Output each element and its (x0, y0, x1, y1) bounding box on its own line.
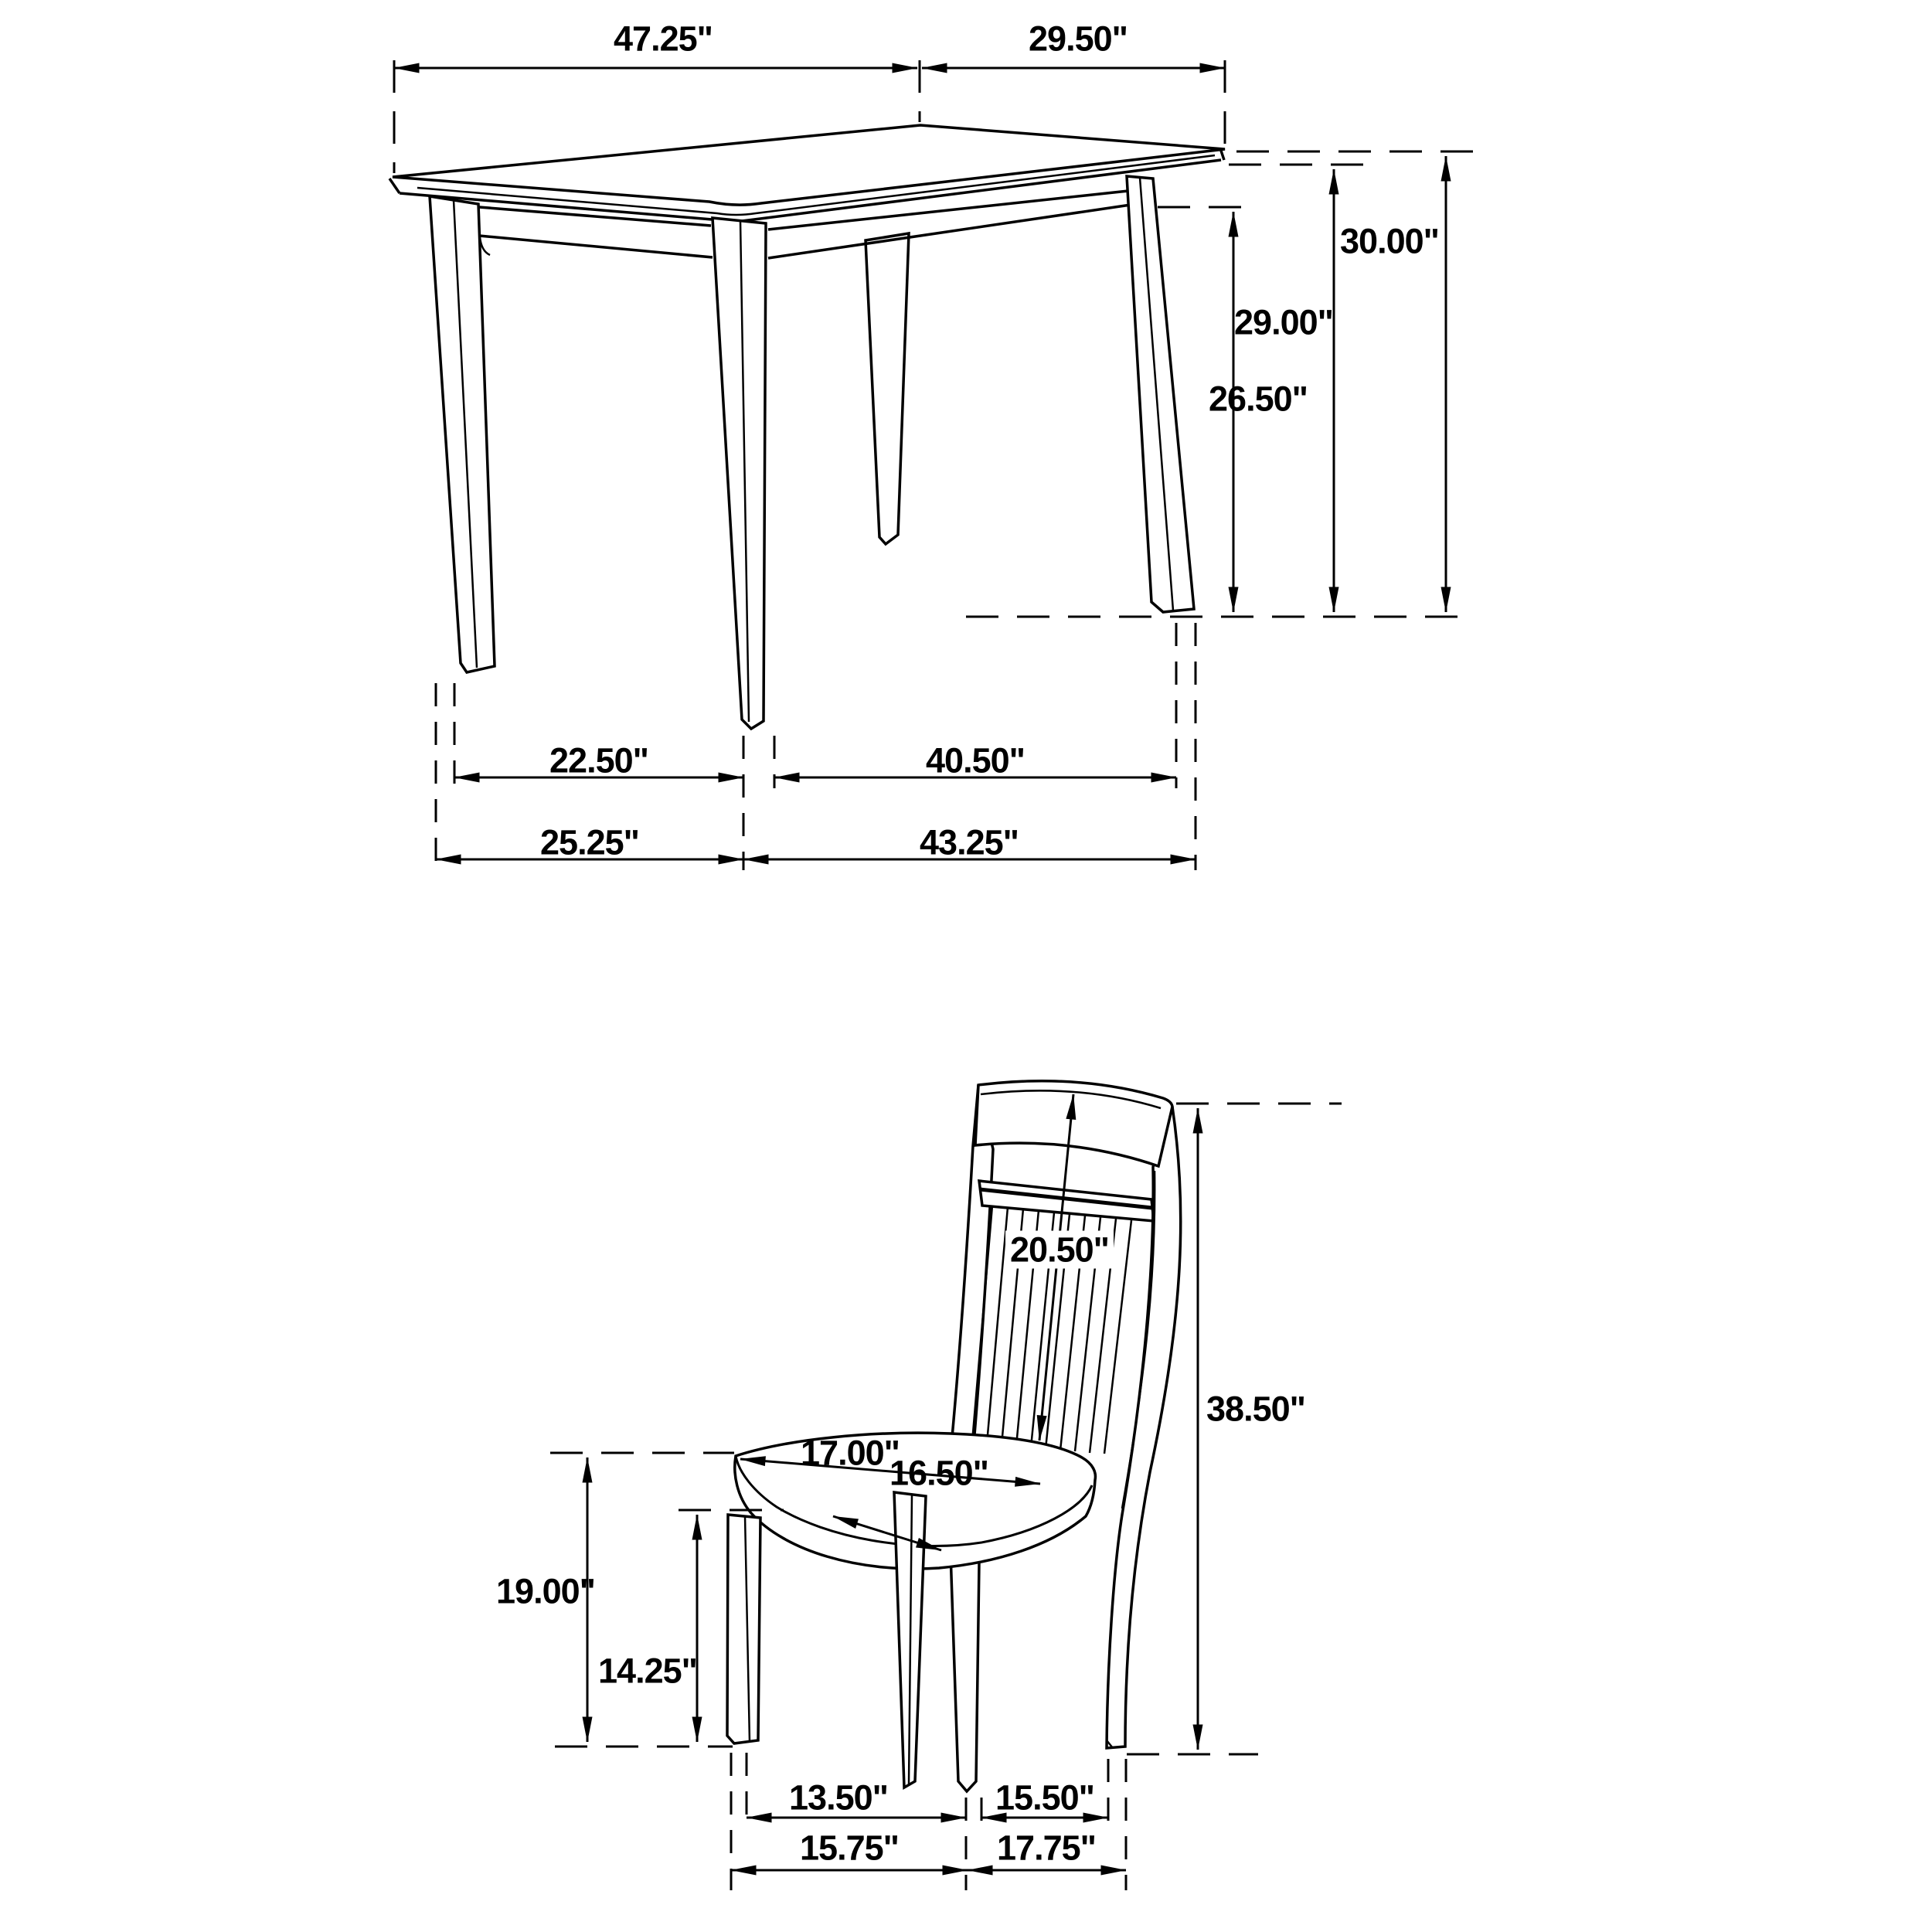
table-top (389, 125, 1225, 221)
table-right-leg (1127, 176, 1194, 612)
chair-drawing (727, 1081, 1181, 1791)
chair-headrest (975, 1081, 1172, 1166)
table-top-width-label: 29.50" (1029, 19, 1128, 59)
chair-front-width-outer-label: 15.75" (800, 1828, 899, 1868)
table-left-apron-bottom (479, 236, 713, 257)
chair-side-depth-outer-label: 17.75" (997, 1828, 1096, 1868)
table-top-left-bevel (389, 179, 400, 193)
chair-seat-height-label: 19.00" (496, 1571, 595, 1611)
chair-seat-depth-label: 16.50" (889, 1453, 988, 1493)
table-left-leg (430, 196, 495, 672)
chair-side-leg-spacing-label: 15.50" (995, 1777, 1094, 1818)
table-back-leg (866, 233, 909, 544)
table-overall-height-label: 30.00" (1340, 221, 1439, 261)
table-right-apron-bottom (768, 205, 1131, 258)
table-top-right-bevel (1221, 151, 1224, 160)
chair-seat-width-label: 17.00" (801, 1433, 900, 1473)
table-outer-span-front-label: 43.25" (920, 822, 1019, 862)
table-drawing (389, 125, 1225, 729)
chair-back-rail (979, 1181, 1154, 1221)
table-front-leg (713, 218, 766, 729)
table-inner-span-front-label: 40.50" (926, 740, 1025, 781)
chair-overall-height-label: 38.50" (1206, 1389, 1305, 1429)
table-underside-height-label: 29.00" (1234, 302, 1333, 342)
table-outer-span-side-label: 25.25" (540, 822, 639, 862)
table-left-apron-bracket (480, 237, 490, 255)
table-apron-clearance-label: 26.50" (1209, 379, 1308, 419)
chair-front-left-leg (727, 1515, 760, 1743)
chair-seat-frame-height-label: 14.25" (598, 1651, 697, 1691)
chair-back-panel-height-label: 20.50" (1005, 1231, 1114, 1269)
table-inner-span-side-label: 22.50" (549, 740, 648, 781)
chair-front-leg-spacing-label: 13.50" (789, 1777, 888, 1818)
table-top-length-label: 47.25" (614, 19, 713, 59)
